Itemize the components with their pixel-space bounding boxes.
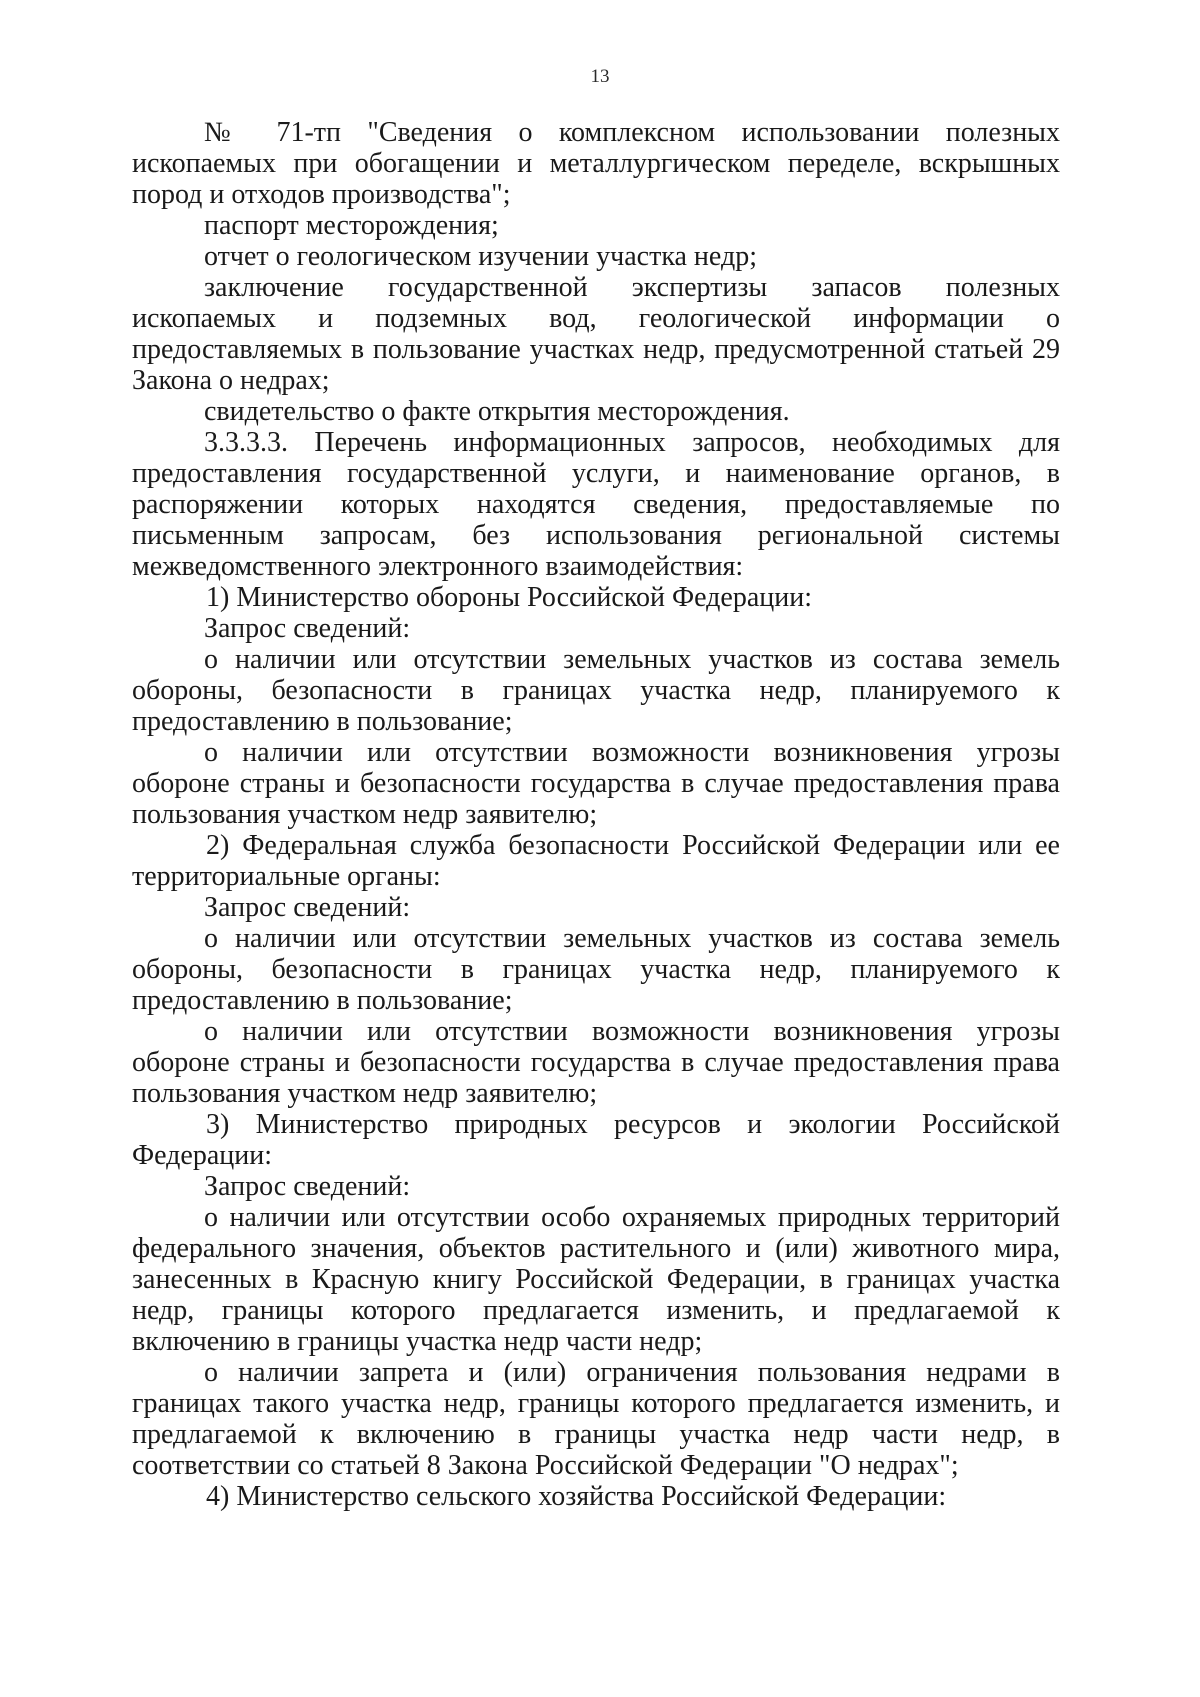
page-number: 13 [590, 66, 610, 87]
paragraph-section-3-3-3-3: 3.3.3.3. Перечень информационных запросов, необходимых для предоставления государственной услуги, и наименование органов, в распоряжении которых находятся сведения, предоставляемые по письменным запросам, без использования региональной системы межведомственного электронного взаимодействия: [132, 427, 1060, 582]
document-body [132, 117, 1060, 1512]
paragraph-protected-areas-request: о наличии или отсутствии особо охраняемых природных территорий федерального значения, объектов растительного и (или) животного мира, занесенных в Красную книгу Российской Федерации, в границах участка недр, границы которого предлагается изменить, и предлагаемой к включению в границы участка недр части недр; [132, 1202, 1060, 1357]
paragraph-threat-request: о наличии или отсутствии возможности возникновения угрозы обороне страны и безопасности государства в случае предоставления права пользования участком недр заявителю; [132, 737, 1060, 830]
paragraph-subsoil-ban-request: о наличии запрета и (или) ограничения пользования недрами в границах такого участка недр, границы которого предлагается изменить, и предлагаемой к включению в границы участка недр части недр, в соответствии со статьей 8 Закона Российской Федерации "О недрах"; [132, 1357, 1060, 1481]
paragraph-request-heading: Запрос сведений: [204, 892, 411, 923]
paragraph-request-heading: Запрос сведений: [204, 613, 411, 644]
paragraph-deposit-passport: паспорт месторождения; [204, 210, 499, 241]
list-item-ministry-of-defence: 1) Министерство обороны Российской Федерации: [206, 582, 813, 613]
paragraph-state-expertise: заключение государственной экспертизы запасов полезных ископаемых и подземных вод, геологической информации о предоставляемых в пользование участках недр, предусмотренной статьей 29 Закона о недрах; [132, 272, 1060, 396]
paragraph-land-plots-request: о наличии или отсутствии земельных участков из состава земель обороны, безопасности в границах участка недр, планируемого к предоставлению в пользование; [132, 923, 1060, 1016]
paragraph-land-plots-request: о наличии или отсутствии земельных участков из состава земель обороны, безопасности в границах участка недр, планируемого к предоставлению в пользование; [132, 644, 1060, 737]
paragraph-threat-request: о наличии или отсутствии возможности возникновения угрозы обороне страны и безопасности государства в случае предоставления права пользования участком недр заявителю; [132, 1016, 1060, 1109]
list-item-fsb: 2) Федеральная служба безопасности Российской Федерации или ее территориальные органы: [132, 830, 1060, 892]
paragraph-request-heading: Запрос сведений: [204, 1171, 411, 1202]
paragraph-discovery-certificate: свидетельство о факте открытия месторождения. [204, 396, 790, 427]
paragraph-form-71tp: № 71-тп "Сведения о комплексном использовании полезных ископаемых при обогащении и металлургическом переделе, вскрышных пород и отходов производства"; [132, 117, 1060, 210]
paragraph-geological-report: отчет о геологическом изучении участка недр; [204, 241, 757, 272]
list-item-ministry-natural-resources: 3) Министерство природных ресурсов и экологии Российской Федерации: [132, 1109, 1060, 1171]
list-item-ministry-agriculture: 4) Министерство сельского хозяйства Российской Федерации: [206, 1481, 947, 1512]
